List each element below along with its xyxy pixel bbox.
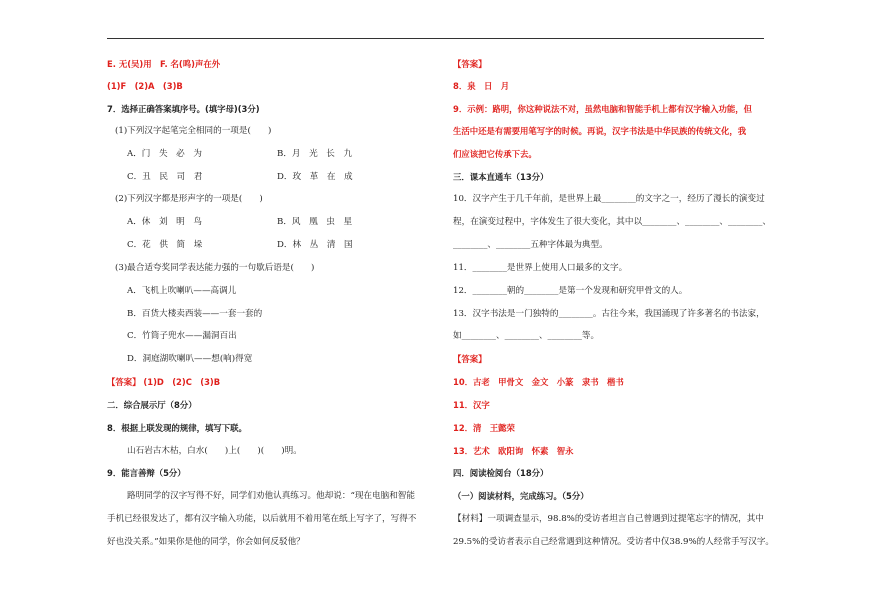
section-2-heading: 二．综合展示厅（8分） <box>107 400 197 410</box>
option-7-2-c: C．花 供 简 垛 <box>127 240 203 250</box>
question-8-title: 8．根据上联发现的规律，填写下联。 <box>107 423 247 433</box>
material-line-1: 【材料】一项调查显示，98.8%的受访者坦言自己曾遇到过提笔忘字的情况，其中 <box>453 514 764 524</box>
option-7-1-a: A．门 失 必 为 <box>127 149 202 159</box>
option-7-2-d: D．林 丛 清 国 <box>277 240 353 250</box>
option-7-2-a: A．休 刘 明 鸟 <box>127 217 202 227</box>
question-9-para-2: 手机已经很发达了，都有汉字输入功能，以后就用不着用笔在纸上写字了，写得不 <box>107 514 417 524</box>
option-7-3-a: A．飞机上吹喇叭——高调儿 <box>127 286 237 296</box>
material-line-2: 29.5%的受访者表示自己经常遇到这种情况。受访者中仅38.9%的人经常手写汉字。 <box>453 537 775 547</box>
option-7-3-d: D．洞庭湖吹喇叭——想(响)得宽 <box>127 354 253 364</box>
question-10-line-3: ________、________五种字体最为典型。 <box>453 240 608 250</box>
answer-line-1-3: (1)F (2)A (3)B <box>107 81 183 91</box>
answer-11: 11．汉字 <box>453 400 490 410</box>
question-9-title: 9．能言善辩（5分） <box>107 468 186 478</box>
header-rule <box>107 38 764 39</box>
answer-8: 8．泉 日 月 <box>453 81 510 91</box>
question-7-2: (2)下列汉字都是形声字的一项是( ) <box>115 194 263 204</box>
question-9-para-3: 好也没关系。”如果你是他的同学，你会如何反驳他？ <box>107 537 305 547</box>
answer-9-line-2: 生活中还是有需要用笔写字的时候。再说，汉字书法是中华民族的传统文化，我 <box>453 126 747 136</box>
option-row <box>127 171 353 183</box>
option-row <box>127 148 353 160</box>
section-3-heading: 三．课本直通车（13分） <box>453 172 549 182</box>
section-4-heading: 四．阅读检阅台（18分） <box>453 468 549 478</box>
option-row <box>127 216 353 228</box>
answer-12: 12．清 王懿荣 <box>453 423 515 433</box>
question-9-para-1: 路明同学的汉字写得不好，同学们劝他认真练习。他却说：“现在电脑和智能 <box>127 491 415 501</box>
question-8-text: 山石岩古木枯，白水( )上( )( )明。 <box>127 446 302 456</box>
question-10-line-2: 程，在演变过程中，字体发生了很大变化，其中以________、________、________、 <box>453 217 771 227</box>
question-11: 11．________是世界上使用人口最多的文字。 <box>453 263 628 273</box>
option-7-1-c: C．丑 民 司 君 <box>127 172 203 182</box>
question-7-3: (3)最合适夸奖同学表达能力强的一句歇后语是( ) <box>115 263 315 273</box>
answer-7 <box>107 376 220 388</box>
question-12: 12．________朝的________是第一个发现和研究甲骨文的人。 <box>453 286 688 296</box>
option-7-1-b: B．月 光 长 九 <box>277 149 353 159</box>
option-7-2-b: B．风 凰 虫 星 <box>277 217 353 227</box>
option-row <box>127 239 353 251</box>
subsection-1-heading: （一）阅读材料，完成练习。（5分） <box>453 491 589 501</box>
option-7-1-d: D．玫 革 在 成 <box>277 172 353 182</box>
answer-9-line-1: 9．示例：路明，你这种说法不对，虽然电脑和智能手机上都有汉字输入功能，但 <box>453 104 752 114</box>
answer-9-line-3: 们应该把它传承下去。 <box>453 149 537 159</box>
question-13-line-2: 如________、________、________等。 <box>453 331 600 341</box>
answer-line-e-f: E. 无(吴)用 F. 名(鸣)声在外 <box>107 59 221 69</box>
answer-label: 【答案】 <box>107 377 141 387</box>
option-7-3-c: C．竹筒子兜水——漏洞百出 <box>127 331 237 341</box>
answer-label: 【答案】 <box>453 354 487 364</box>
answer-10: 10．古老 甲骨文 金文 小篆 隶书 楷书 <box>453 377 624 387</box>
question-7-1: (1)下列汉字起笔完全相同的一项是( ) <box>115 126 272 136</box>
answer-13: 13．艺术 欧阳询 怀素 智永 <box>453 446 574 456</box>
question-10-line-1: 10．汉字产生于几千年前，是世界上最________的文字之一，经历了漫长的演变过 <box>453 194 765 204</box>
answer-7-text: (1)D (2)C (3)B <box>143 377 221 387</box>
question-7-title: 7．选择正确答案填序号。(填字母)(3分) <box>107 104 260 114</box>
answer-label: 【答案】 <box>453 59 487 69</box>
option-7-3-b: B．百货大楼卖西装——一套一套的 <box>127 309 263 319</box>
question-13-line-1: 13．汉字书法是一门独特的________。古往今来，我国涌现了许多著名的书法家， <box>453 309 765 319</box>
